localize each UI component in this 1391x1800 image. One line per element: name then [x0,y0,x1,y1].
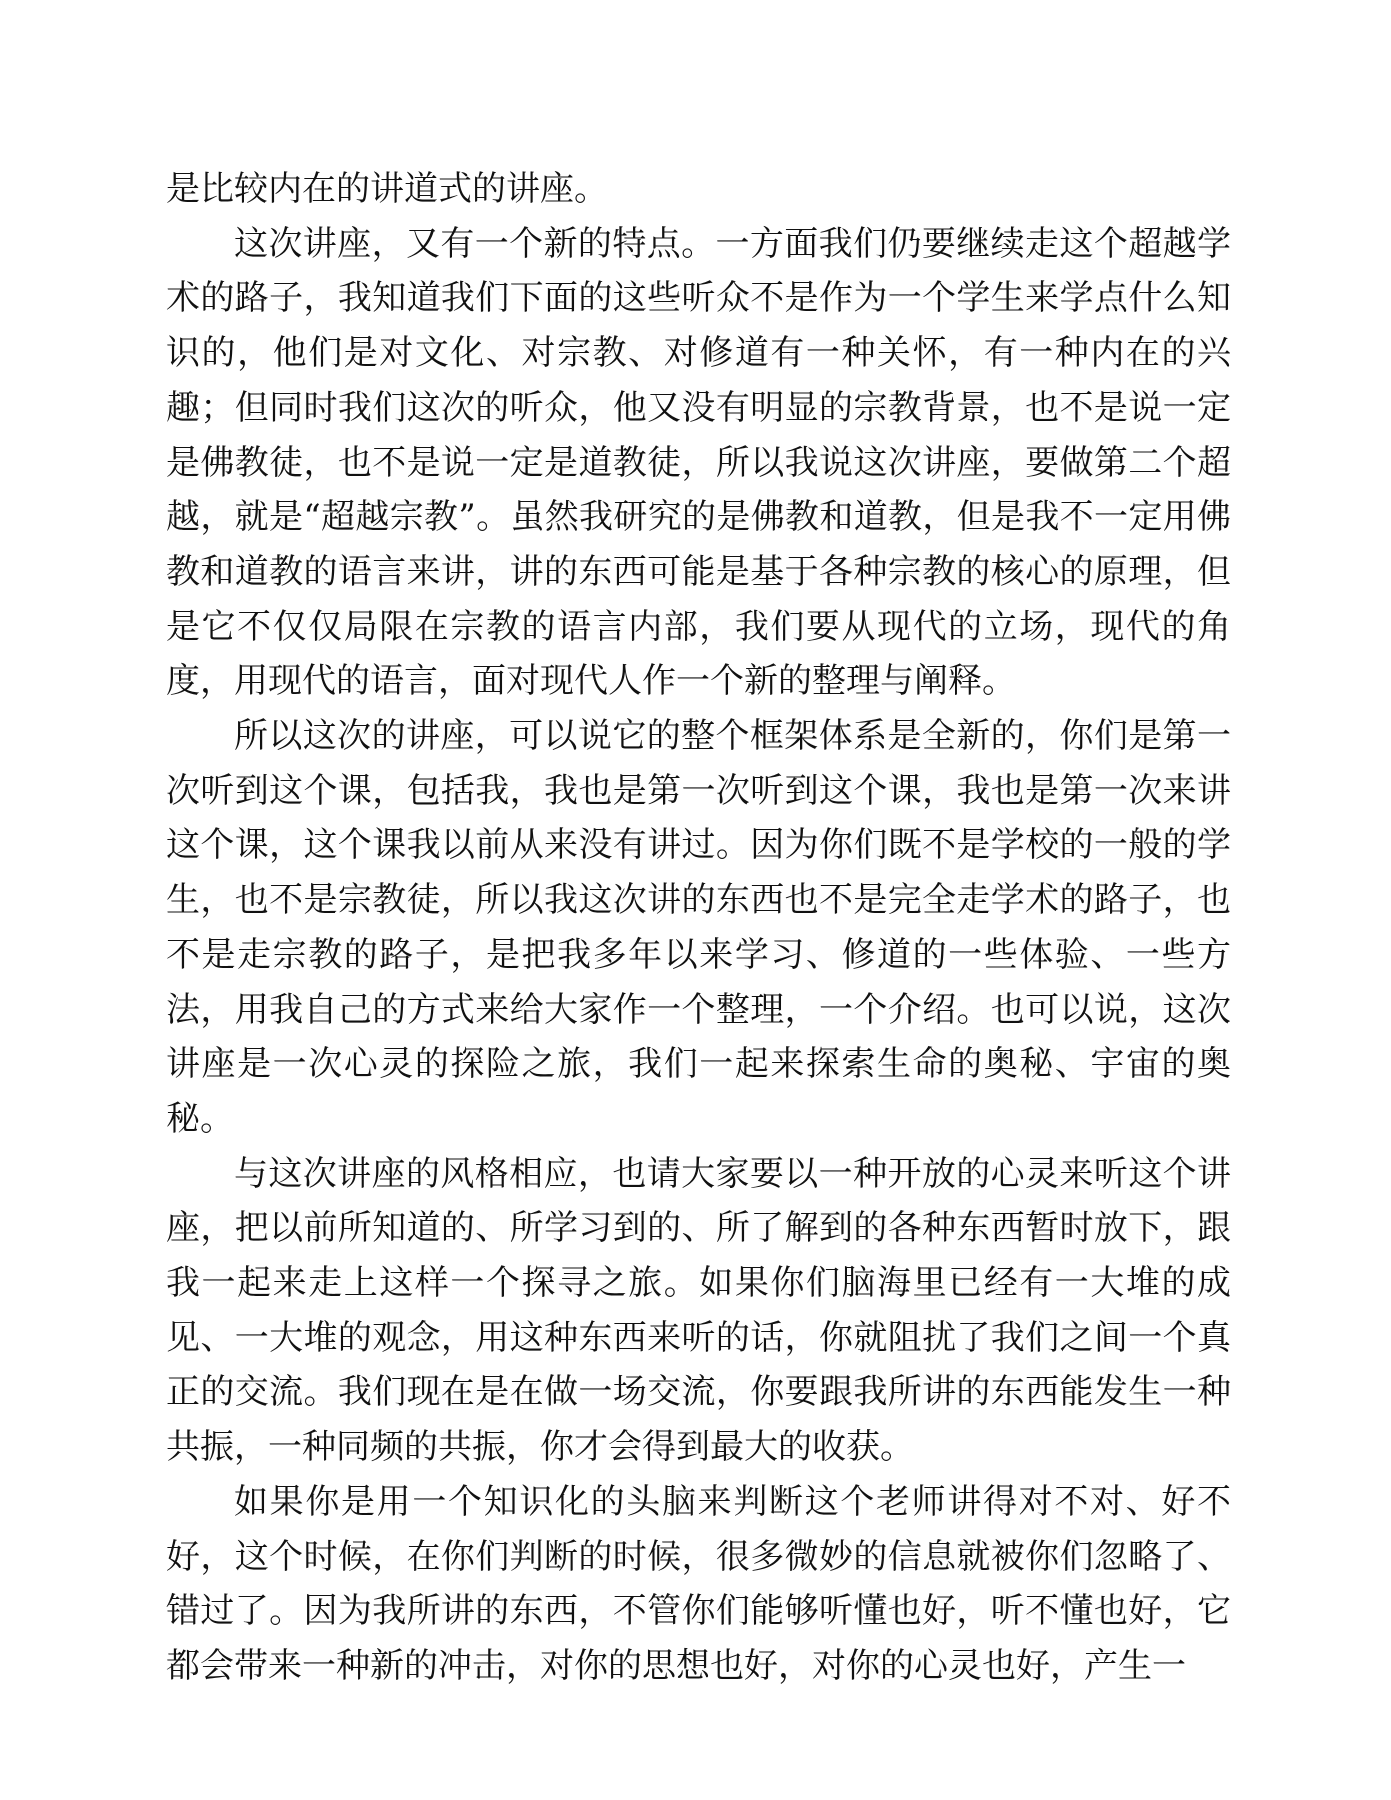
paragraph-continuation: 是比较内在的讲道式的讲座。 [166,169,608,209]
paragraph-new-feature: 这次讲座，又有一个新的特点。一方面我们仍要继续走这个超越学术的路子，我知道我们下面的这些听众不是作为一个学生来学点什么知识的，他们是对文化、对宗教、对修道有一种关怀，有一种内在的兴趣；但同时我们这次的听众，他又没有明显的宗教背景，也不是说一定是佛教徒，也不是说一定是道教徒，所以我说这次讲座，要做第二个超越，就是“超越宗教”。虽然我研究的是佛教和道教，但是我不一定用佛教和道教的语言来讲，讲的东西可能是基于各种宗教的核心的原理，但是它不仅仅局限在宗教的语言内部，我们要从现代的立场，现代的角度，用现代的语言，面对现代人作一个新的整理与阐释。 [166,223,1231,702]
document-body [166,162,1231,1694]
paragraph-new-framework: 所以这次的讲座，可以说它的整个框架体系是全新的，你们是第一次听到这个课，包括我，我也是第一次听到这个课，我也是第一次来讲这个课，这个课我以前从来没有讲过。因为你们既不是学校的一般的学生，也不是宗教徒，所以我这次讲的东西也不是完全走学术的路子，也不是走宗教的路子，是把我多年以来学习、修道的一些体验、一些方法，用我自己的方式来给大家作一个整理，一个介绍。也可以说，这次讲座是一次心灵的探险之旅，我们一起来探索生命的奥秘、宇宙的奥秘。 [166,716,1231,1139]
paragraph-open-mind: 与这次讲座的风格相应，也请大家要以一种开放的心灵来听这个讲座，把以前所知道的、所学习到的、所了解到的各种东西暂时放下，跟我一起来走上这样一个探寻之旅。如果你们脑海里已经有一大堆的成见、一大堆的观念，用这种东西来听的话，你就阻扰了我们之间一个真正的交流。我们现在是在做一场交流，你要跟我所讲的东西能发生一种共振，一种同频的共振，你才会得到最大的收获。 [166,1153,1231,1468]
paragraph-judging: 如果你是用一个知识化的头脑来判断这个老师讲得对不对、好不好，这个时候，在你们判断的时候，很多微妙的信息就被你们忽略了、错过了。因为我所讲的东西，不管你们能够听懂也好，听不懂也好，它都会带来一种新的冲击，对你的思想也好，对你的心灵也好，产生一 [166,1481,1231,1686]
